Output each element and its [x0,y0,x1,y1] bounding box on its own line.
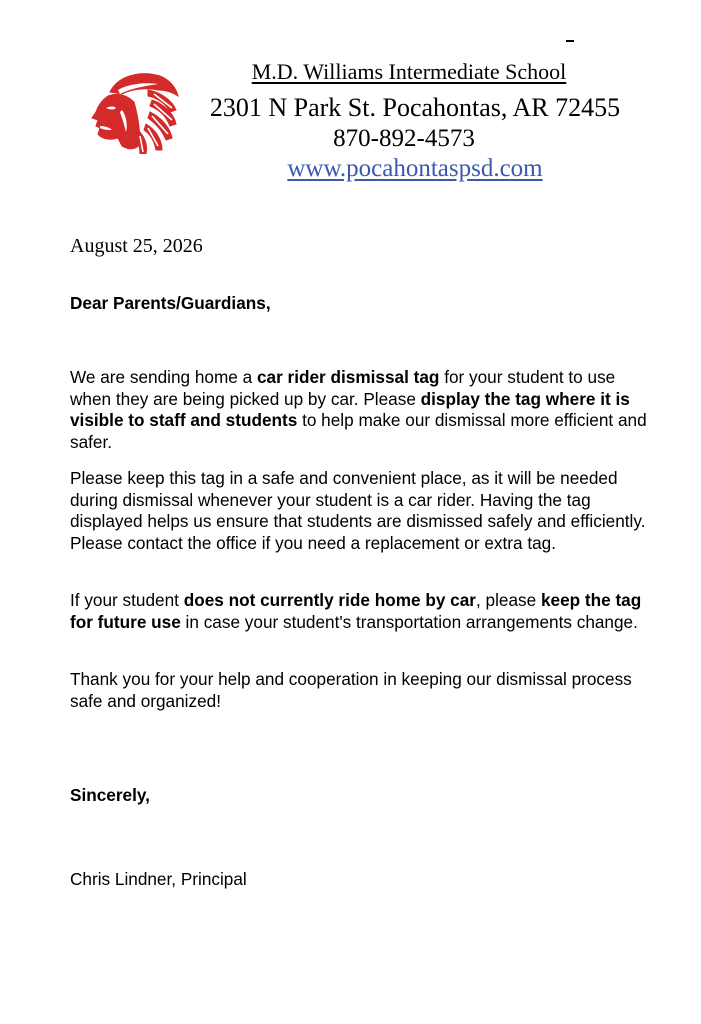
paragraph-1-text: to help make our dismissal more efficient and safer. [70,410,647,452]
paragraph-3-text: If your student [70,590,184,610]
school-phone: 870-892-4573 [333,125,475,152]
paragraph-3 [70,590,660,633]
paragraph-1-bold: car rider dismissal tag [256,367,440,387]
letterhead [200,58,630,184]
salutation: Dear Parents/Guardians, [70,293,271,313]
school-address: 2301 N Park St. Pocahontas, AR 72455 [209,93,621,122]
paragraph-3-bold: does not currently ride home by car [183,590,476,610]
school-name: M.D. Williams Intermediate School [251,59,567,84]
paragraph-3-text: in case your student's transportation arrangements change. [180,611,638,632]
paragraph-3-text: , please [475,590,541,610]
letter-date: August 25, 2026 [70,235,203,257]
school-website-link[interactable]: www.pocahontaspsd.com [287,155,543,182]
paragraph-4: Thank you for your help and cooperation in keeping our dismissal process safe and organized! [70,669,632,711]
paragraph-1-bold: display the tag where it is visible to staff and students [70,388,630,430]
closing: Sincerely, [70,785,150,805]
top-dash-mark [566,40,574,42]
paragraph-3-bold: keep the tag for future use [70,590,642,632]
paragraph-2: Please keep this tag in a safe and convenient place, as it will be needed during dismissal whenever your student is a car rider. Having the tag displayed helps us ensure that students are dismissed safely and efficiently. Please contact the office if you need a replacement or extra tag. [70,468,646,553]
paragraph-1 [70,367,660,453]
indian-chief-head-logo-icon [88,70,180,154]
paragraph-1-text: for your student to use when they are being picked up by car. Please [70,367,616,409]
signature: Chris Lindner, Principal [70,869,247,889]
paragraph-1-text: We are sending home a [70,367,257,387]
